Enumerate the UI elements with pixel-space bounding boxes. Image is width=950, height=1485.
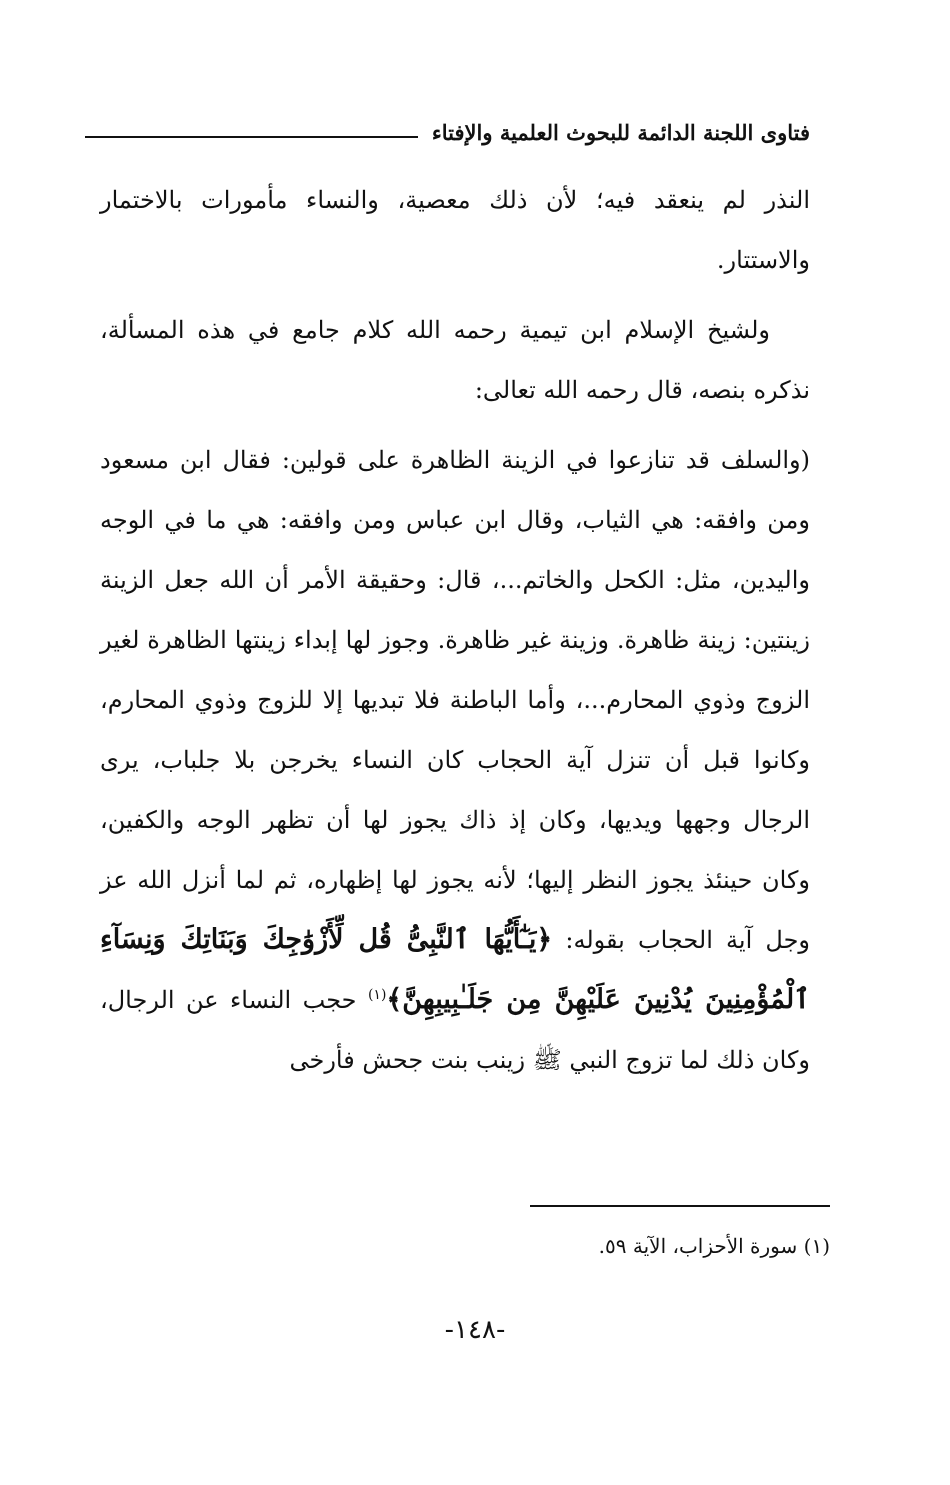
paragraph-3 bbox=[100, 430, 810, 1090]
footnote: (١) سورة الأحزاب، الآية ٥٩. bbox=[598, 1234, 830, 1258]
running-title: فتاوى اللجنة الدائمة للبحوث العلمية والإفتاء bbox=[431, 119, 810, 145]
paragraph-1: النذر لم ينعقد فيه؛ لأن ذلك معصية، والنساء مأمورات بالاختمار والاستتار. bbox=[100, 186, 810, 274]
footnote-rule bbox=[530, 1205, 830, 1207]
footnote-marker: (١) bbox=[367, 987, 387, 1003]
paragraph-2: ولشيخ الإسلام ابن تيمية رحمه الله كلام جامع في هذه المسألة، نذكره بنصه، قال رحمه الله تعالى: bbox=[100, 316, 810, 404]
paragraph-3-after-verse: حجب النساء عن الرجال، وكان ذلك لما تزوج النبي ﷺ زينب بنت جحش فأرخى bbox=[100, 986, 810, 1074]
body-text bbox=[100, 170, 810, 1100]
header-rule bbox=[85, 136, 418, 138]
paragraph-3-before-verse: (والسلف قد تنازعوا في الزينة الظاهرة على قولين: فقال ابن مسعود ومن وافقه: هي الثياب، وقال ابن عباس ومن وافقه: هي ما في الوجه واليدين، مثل: الكحل والخاتم...، قال: وحقيقة الأمر أن الله جعل الزينة زينتين: زينة ظاهرة. وزينة غير ظاهرة. وجوز لها إبداء زينتها الظاهرة لغير الزوج وذوي المحارم...، وأما الباطنة فلا تبديها إلا للزوج وذوي المحارم، وكانوا قبل أن تنزل آية الحجاب كان النساء يخرجن بلا جلباب، يرى الرجال وجهها ويديها، وكان إذ ذاك يجوز لها أن تظهر الوجه والكفين، وكان حينئذ يجوز النظر إليها؛ لأنه يجوز لها إظهاره، ثم لما أنزل الله عز وجل آية الحجاب بقوله: bbox=[100, 446, 811, 954]
page-number: -١٤٨- bbox=[444, 1315, 506, 1345]
quran-verse: ﴿يَـٰٓأَيُّهَا ٱلنَّبِىُّ قُل لِّأَزْوَٰجِكَ وَبَنَاتِكَ وَنِسَآءِ ٱلْمُؤْمِنِينَ يُدْنِينَ عَلَيْهِنَّ مِن جَلَـٰبِيبِهِنَّ﴾ bbox=[100, 924, 810, 1015]
running-header bbox=[85, 112, 810, 152]
